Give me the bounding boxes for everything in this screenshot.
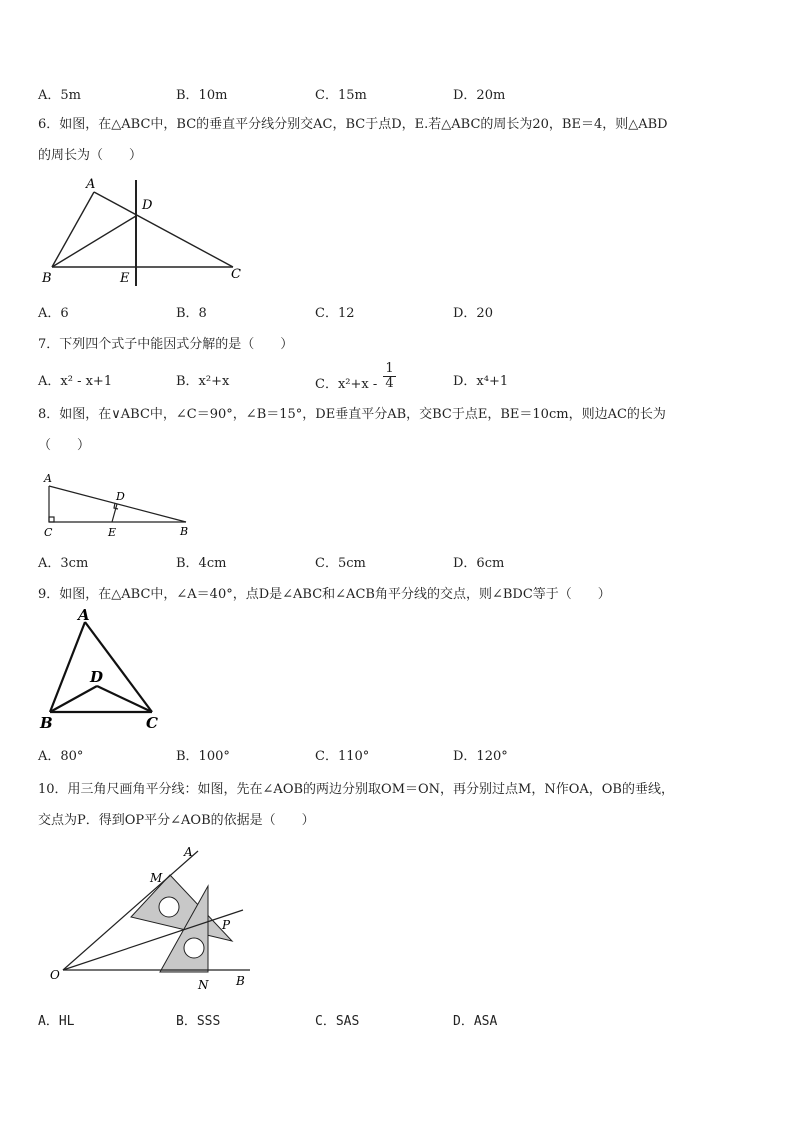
q9-label-d: D: [90, 668, 104, 686]
q8-option-c[interactable]: C．5cm: [315, 556, 366, 571]
q10-option-b[interactable]: B．SSS: [176, 1014, 221, 1029]
q8-label-d: D: [116, 490, 125, 503]
q10-stem-line2: 交点为P．得到OP平分∠AOB的依据是（ ）: [38, 813, 315, 828]
q10-label-p: P: [222, 918, 231, 932]
q7-option-c[interactable]: [315, 362, 396, 391]
q6-label-d: D: [142, 198, 153, 213]
q10-label-a: A: [184, 845, 193, 859]
q6-option-c[interactable]: C．12: [315, 306, 355, 321]
q9-option-d[interactable]: D．120°: [453, 749, 508, 764]
q10-stem-line1: 10．用三角尺画角平分线：如图，先在∠AOB的两边分别取OM＝ON，再分别过点M，N作OA，OB的垂线，: [38, 782, 674, 797]
q9-stem: 9．如图，在△ABC中，∠A＝40°，点D是∠ABC和∠ACB角平分线的交点，则∠BDC等于（ ）: [38, 587, 611, 602]
q10-options: [38, 1010, 638, 1028]
q10-figure: [38, 838, 268, 998]
q7-fraction-denominator: 4: [385, 376, 394, 391]
q9-options: [38, 745, 638, 763]
q10-label-o: O: [50, 968, 60, 982]
q7-fraction-numerator: 1: [385, 361, 394, 376]
q8-options: [38, 552, 638, 570]
q9-option-b[interactable]: B．100°: [176, 749, 230, 764]
q9-figure: [38, 604, 168, 734]
q7-options: [38, 362, 638, 394]
q5-option-c[interactable]: C．15m: [315, 88, 367, 103]
q5-option-a[interactable]: A．5m: [38, 88, 81, 103]
q6-figure: [38, 172, 258, 290]
q6-label-c: C: [231, 267, 241, 282]
q8-label-c: C: [44, 526, 53, 539]
q8-stem-line2: （ ）: [38, 438, 91, 453]
q8-label-e: E: [108, 526, 117, 539]
q10-label-n: N: [198, 978, 209, 992]
q10-option-c[interactable]: C．SAS: [315, 1014, 360, 1029]
q10-option-d[interactable]: D．ASA: [453, 1014, 498, 1029]
q6-option-d[interactable]: D．20: [453, 306, 493, 321]
q6-stem-line2: 的周长为（ ）: [38, 148, 143, 163]
q7-option-c-text: C．x²+x -: [315, 377, 378, 392]
q5-options: [38, 84, 638, 102]
q10-stem: [38, 774, 758, 836]
q8-label-a: A: [44, 472, 52, 485]
q8-option-b[interactable]: B．4cm: [176, 556, 227, 571]
q10-label-m: M: [150, 871, 163, 885]
q7-option-b[interactable]: B．x²+x: [176, 374, 230, 389]
q6-stem: [38, 109, 758, 171]
q8-option-d[interactable]: D．6cm: [453, 556, 505, 571]
q6-label-e: E: [120, 271, 130, 286]
q10-label-b: B: [236, 974, 245, 988]
q7-option-a[interactable]: A．x² - x+1: [38, 374, 113, 389]
q9-label-a: A: [78, 606, 90, 624]
q8-option-a[interactable]: A．3cm: [38, 556, 89, 571]
q6-options: [38, 302, 638, 320]
q8-stem: [38, 399, 758, 461]
q7-stem: 7．下列四个式子中能因式分解的是（ ）: [38, 337, 294, 352]
q9-option-c[interactable]: C．110°: [315, 749, 370, 764]
q7-option-d[interactable]: D．x⁴+1: [453, 374, 509, 389]
q10-option-a[interactable]: A．HL: [38, 1014, 75, 1029]
q8-stem-line1: 8．如图，在∨ABC中，∠C＝90°，∠B＝15°，DE垂直平分AB，交BC于点E，BE＝10cm，则边AC的长为: [38, 407, 666, 422]
q9-label-c: C: [146, 714, 158, 732]
q5-option-b[interactable]: B．10m: [176, 88, 228, 103]
q9-label-b: B: [40, 714, 53, 732]
q9-option-a[interactable]: A．80°: [38, 749, 84, 764]
q5-option-d[interactable]: D．20m: [453, 88, 506, 103]
q7-fraction: [383, 362, 395, 391]
q8-figure: [38, 470, 198, 540]
q8-label-b: B: [180, 525, 189, 538]
q6-stem-line1: 6．如图，在△ABC中，BC的垂直平分线分别交AC，BC于点D，E.若△ABC的周长为20，BE＝4，则△ABD: [38, 117, 668, 132]
q6-label-a: A: [86, 177, 96, 192]
q6-label-b: B: [42, 271, 52, 286]
q6-option-b[interactable]: B．8: [176, 306, 207, 321]
q6-option-a[interactable]: A．6: [38, 306, 69, 321]
